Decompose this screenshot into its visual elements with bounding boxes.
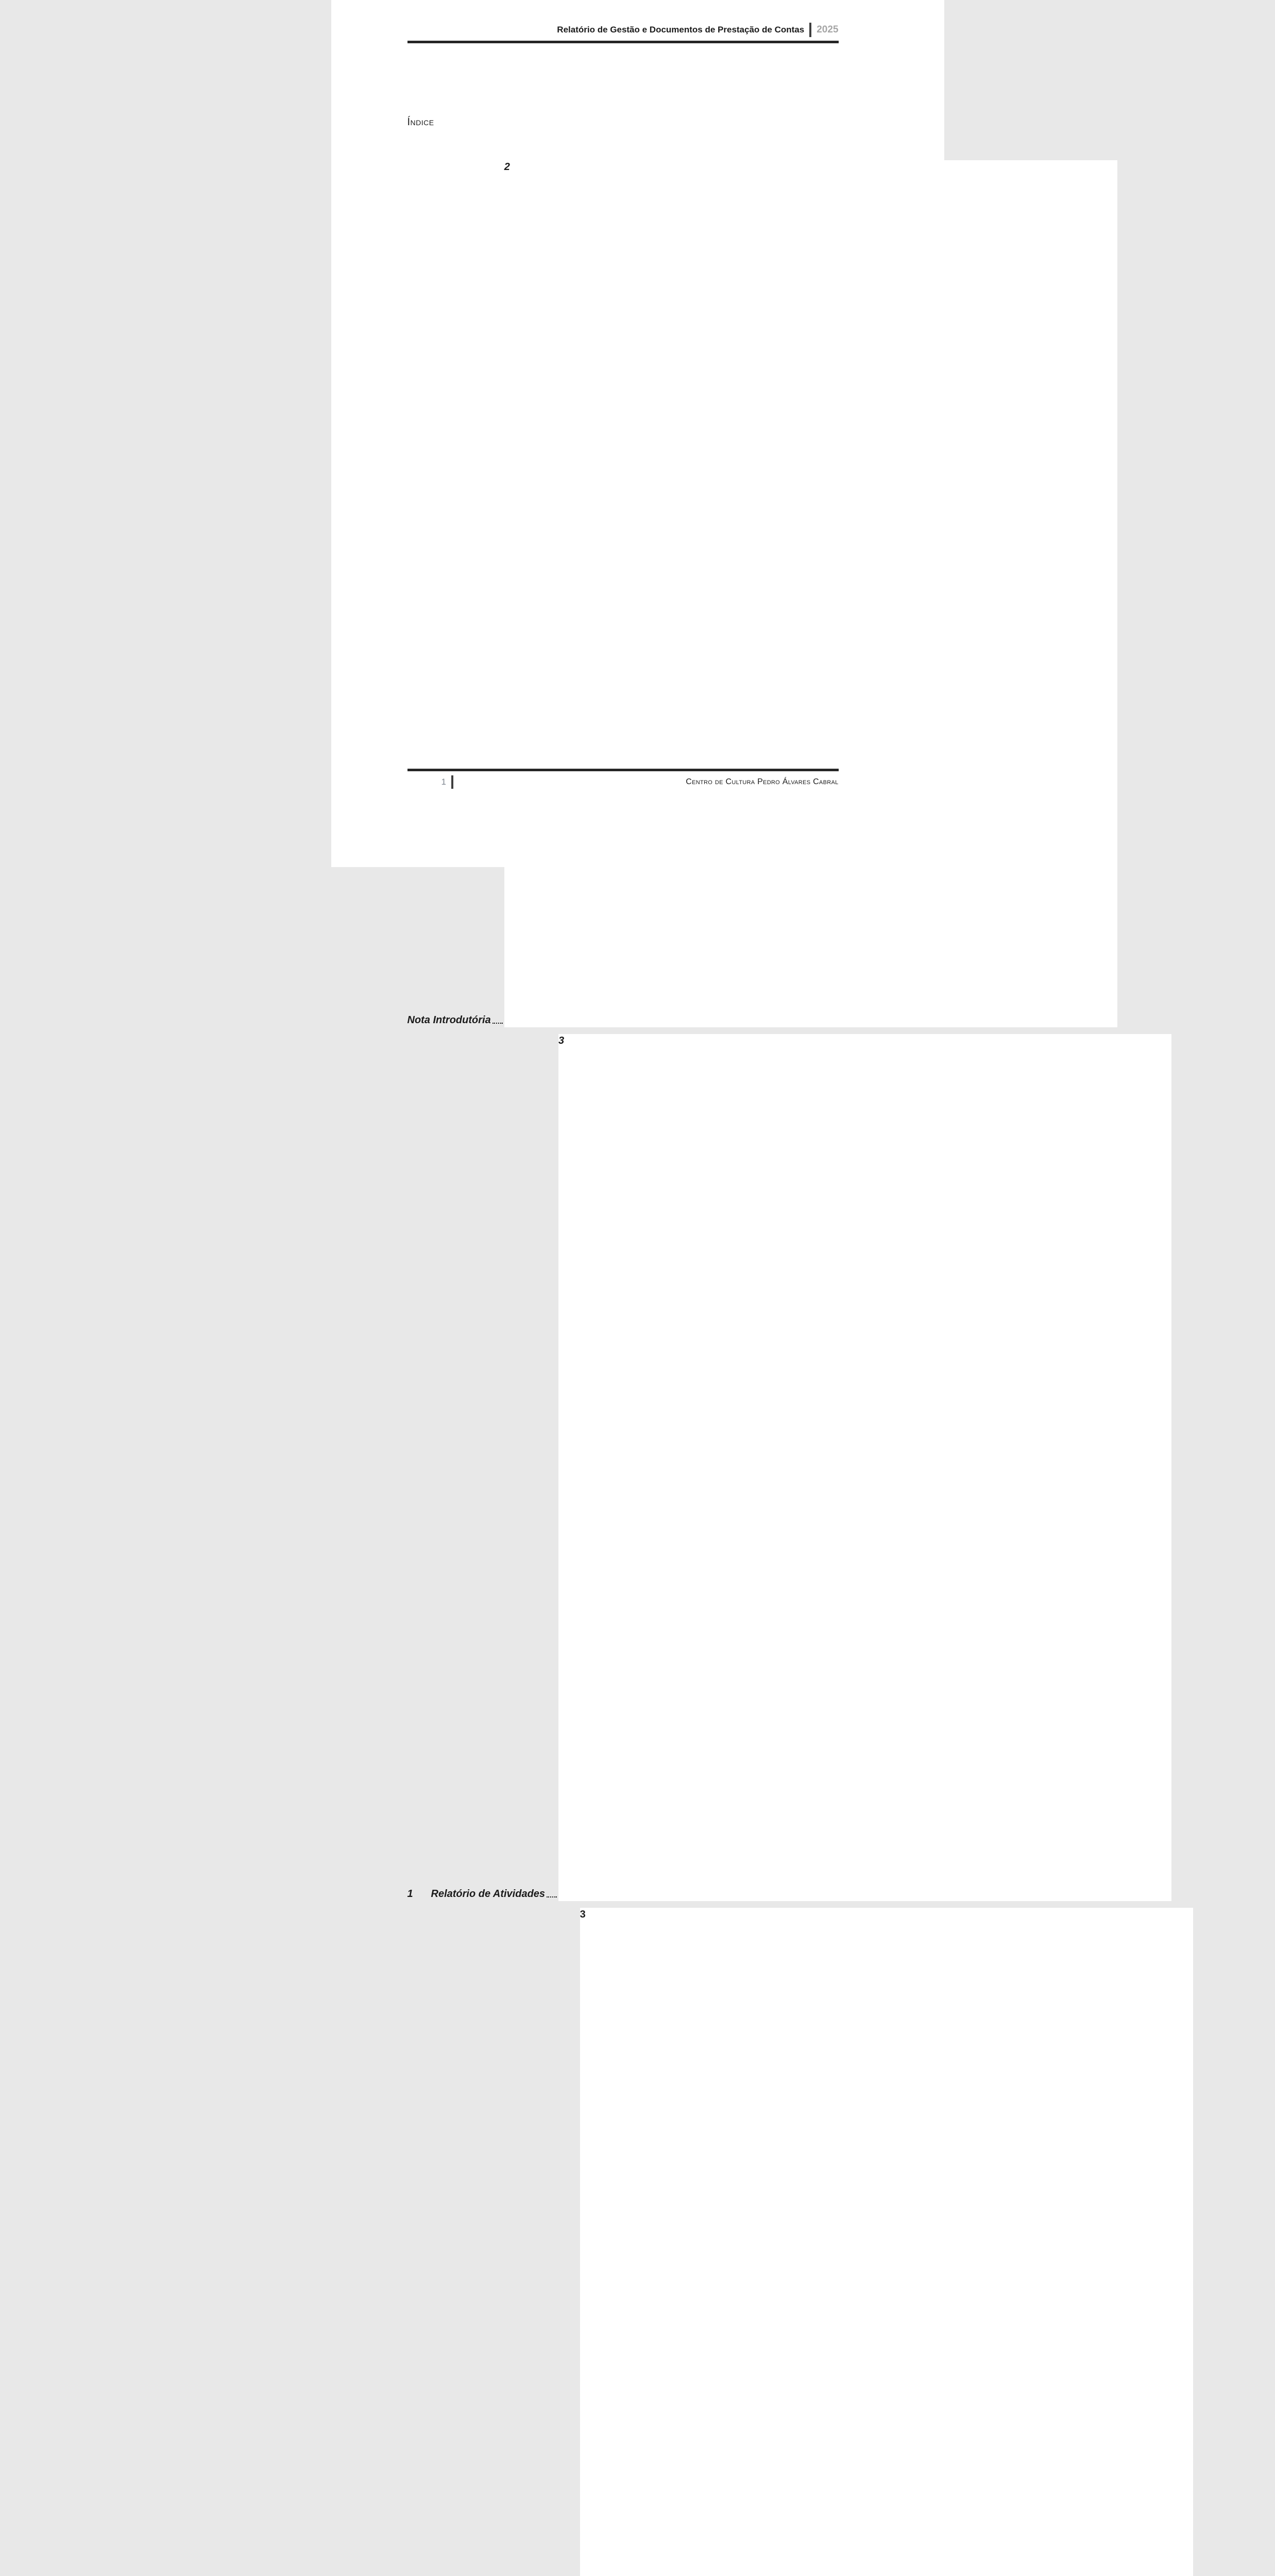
toc-entry [407, 160, 821, 1027]
header-title: Relatório de Gestão e Documentos de Prestação de Contas [557, 25, 805, 35]
header-row [407, 23, 839, 41]
toc-entry-number: 1 [407, 1888, 413, 1900]
footer-page-block [441, 775, 453, 789]
toc-entry [407, 1034, 821, 1901]
table-of-contents [407, 160, 839, 2576]
toc-entry [407, 1908, 821, 2576]
toc-entry-page: 2 [504, 160, 1117, 1027]
toc-entry-label: Nota Introdutória [407, 1014, 491, 1026]
page-footer [407, 769, 839, 789]
document-page [331, 0, 944, 1920]
toc-entry-page: 3 [580, 1908, 1193, 2576]
page-title: Índice [407, 116, 434, 128]
footer-divider-bar [451, 775, 453, 789]
footer-organization: Centro de Cultura Pedro Álvares Cabral [686, 777, 839, 786]
toc-entry-label: Relatório de Atividades [431, 1888, 546, 1900]
header-year: 2025 [817, 24, 839, 35]
page-content [407, 116, 839, 2576]
footer-row [407, 771, 839, 789]
toc-entry-page: 3 [558, 1034, 1171, 1901]
page-header [407, 23, 839, 43]
dot-leader [547, 1896, 557, 1897]
dot-leader [492, 1023, 503, 1024]
header-rule [407, 41, 839, 43]
footer-page-number: 1 [441, 777, 446, 787]
header-divider-bar [809, 23, 811, 37]
